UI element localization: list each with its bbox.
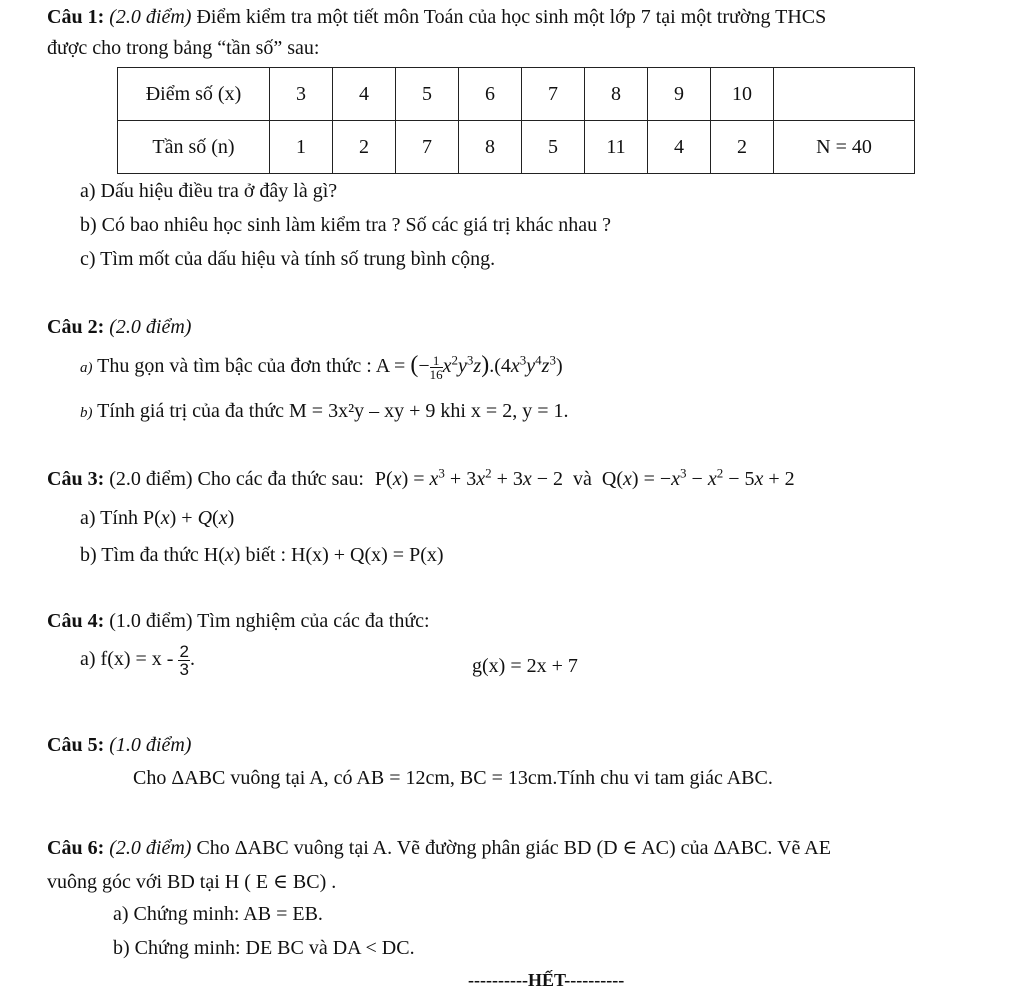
end-marker: ----------HẾT----------	[468, 970, 625, 990]
table-cell: 10	[711, 68, 774, 121]
q6-a: a) Chứng minh: AB = EB.	[113, 903, 323, 925]
q2-b-prefix: b)	[80, 405, 93, 421]
q3-b: b) Tìm đa thức H(x) biết : H(x) + Q(x) = P(x)	[80, 544, 444, 566]
table-cell: 5	[522, 121, 585, 174]
q3-b-text: b) Tìm đa thức	[80, 544, 199, 566]
q3-a: a) Tính P(x) + Q(x)	[80, 507, 235, 529]
q1-text2: được cho trong bảng “tần số” sau:	[47, 37, 320, 59]
q4-num: 2	[179, 642, 189, 661]
q6-line1	[47, 835, 831, 860]
frequency-table	[117, 67, 915, 174]
q4-intro: (1.0 điểm) Tìm nghiệm của các đa thức:	[109, 610, 430, 632]
q1-points: (2.0 điểm)	[109, 6, 192, 28]
q1-b: b) Có bao nhiêu học sinh làm kiểm tra ? Số các giá trị khác nhau ?	[80, 214, 611, 236]
q6-label: Câu 6:	[47, 837, 105, 859]
q2-heading	[47, 316, 191, 339]
q2-b-text: Tính giá trị của đa thức M = 3x²y – xy + 9 khi x = 2, y = 1.	[97, 400, 569, 422]
q6-points: (2.0 điểm)	[109, 837, 192, 859]
q3-label: Câu 3:	[47, 468, 105, 490]
table-cell: Điểm số (x)	[118, 68, 270, 121]
table-cell: 4	[648, 121, 711, 174]
table-cell: 5	[396, 68, 459, 121]
q1-a: a) Dấu hiệu điều tra ở đây là gì?	[80, 180, 338, 202]
q2-b	[80, 400, 568, 423]
table-cell: 8	[459, 121, 522, 174]
table-cell: 2	[333, 121, 396, 174]
table-cell: 3	[270, 68, 333, 121]
table-cell: Tần số (n)	[118, 121, 270, 174]
q3-line: Câu 3: (2.0 điểm) Cho các đa thức sau: $P(x) = x^3 + 3x^2 + 3x - 2$ và $Q(x) = -x^3 - x^2 - 5x + 2$	[47, 465, 795, 490]
table-cell: 11	[585, 121, 648, 174]
q5-label: Câu 5:	[47, 734, 105, 756]
q4-a: a) f(x) = x - $\frac{2}{3}$ .	[80, 642, 195, 679]
q5-heading	[47, 734, 191, 757]
table-cell: 7	[522, 68, 585, 121]
table-cell: 8	[585, 68, 648, 121]
q3-intro: (2.0 điểm) Cho các đa thức sau:	[109, 468, 364, 490]
table-cell	[774, 68, 915, 121]
q1-line1	[47, 6, 826, 29]
q3-b-text2: biết : H(x) + Q(x) = P(x)	[245, 544, 444, 566]
q1-c: c) Tìm mốt của dấu hiệu và tính số trung bình cộng.	[80, 248, 496, 270]
q2-a-prefix: a)	[80, 360, 93, 376]
table-cell: 6	[459, 68, 522, 121]
q2-a-text: Thu gọn và tìm bậc của đơn thức : A =	[97, 355, 411, 377]
q6-b: b) Chứng minh: DE BC và DA < DC.	[113, 937, 415, 959]
q4-label: Câu 4:	[47, 610, 105, 632]
q6-text2: vuông góc với BD tại H ( E ∈ BC) .	[47, 871, 337, 893]
table-row	[118, 68, 915, 121]
table-cell: 2	[711, 121, 774, 174]
q5-points: (1.0 điểm)	[109, 734, 192, 756]
q4-heading	[47, 610, 430, 633]
table-cell: 7	[396, 121, 459, 174]
q1-text1: Điểm kiểm tra một tiết môn Toán của học sinh một lớp 7 tại một trường THCS	[196, 6, 827, 28]
q4-a-text: a) f(x) = x -	[80, 648, 174, 671]
q2-points: (2.0 điểm)	[109, 316, 192, 338]
table-cell: 9	[648, 68, 711, 121]
q5-text: Cho ΔABC vuông tại A, có AB = 12cm, BC = 13cm.Tính chu vi tam giác ABC.	[133, 767, 773, 789]
q6-text1: Cho ΔABC vuông tại A. Vẽ đường phân giác BD (D ∈ AC) của ΔABC. Vẽ AE	[196, 837, 831, 859]
table-cell: N = 40	[774, 121, 915, 174]
q2-label: Câu 2:	[47, 316, 105, 338]
q1-label: Câu 1:	[47, 6, 105, 28]
table-row	[118, 121, 915, 174]
q2-a: a) Thu gọn và tìm bậc của đơn thức : A = (− $\frac{1}{16}$ $x^2y^3z).(4x^3y^4z^3)$	[80, 352, 563, 382]
q4-g: g(x) = 2x + 7	[472, 655, 578, 677]
table-cell: 4	[333, 68, 396, 121]
q4-den: 3	[179, 660, 189, 679]
table-cell: 1	[270, 121, 333, 174]
q3-a-text: a) Tính	[80, 507, 138, 529]
